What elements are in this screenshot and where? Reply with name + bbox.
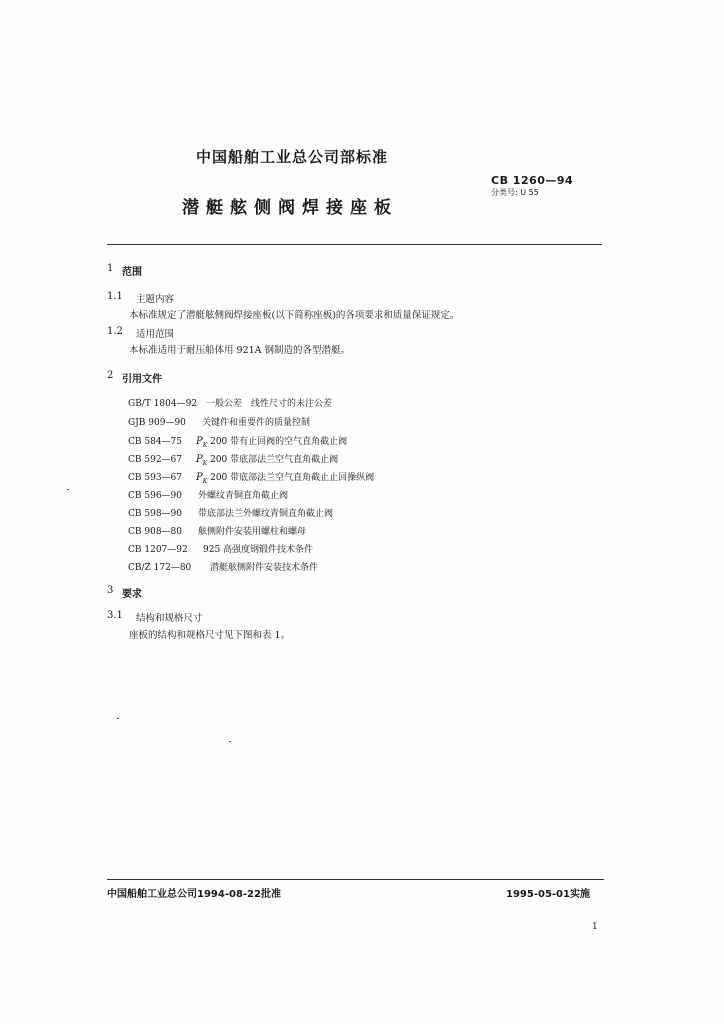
page-number: 1 bbox=[592, 922, 598, 932]
reference-item bbox=[128, 506, 333, 519]
reference-desc: 潜艇舷侧附件安装技术条件 bbox=[210, 563, 319, 573]
scan-speck bbox=[229, 741, 231, 742]
reference-code: CB 584—75 bbox=[128, 437, 182, 447]
reference-desc: 200 带有止回阀的空气直角截止阀 bbox=[210, 437, 348, 447]
effective-date: 1995-05-01实施 bbox=[506, 889, 590, 900]
reference-item bbox=[128, 470, 374, 485]
reference-item bbox=[128, 396, 332, 409]
reference-desc: 外螺纹青铜直角截止阀 bbox=[198, 491, 289, 501]
section-1-2-text: 本标准适用于耐压船体用 921A 钢制造的各型潜艇。 bbox=[129, 345, 351, 356]
reference-desc: 带底部法兰外螺纹青铜直角截止阀 bbox=[198, 509, 334, 519]
reference-item bbox=[128, 560, 318, 573]
reference-code: CB 593—67 bbox=[128, 473, 182, 483]
pressure-symbol: $P_K$ bbox=[196, 454, 208, 467]
section-2-title: 引用文件 bbox=[122, 374, 162, 385]
section-1-1-text: 本标准规定了潜艇舷侧阀焊接座板(以下简称座板)的各项要求和质量保证规定。 bbox=[129, 310, 460, 321]
reference-item bbox=[128, 434, 347, 449]
reference-desc: 200 带底部法兰空气直角截止止回操纵阀 bbox=[210, 473, 375, 483]
reference-item bbox=[128, 415, 310, 428]
reference-desc: 925 高强度钢锻件技术条件 bbox=[203, 545, 314, 555]
pressure-symbol: $P_K$ bbox=[196, 472, 208, 485]
section-3-number: 3 bbox=[107, 585, 114, 596]
reference-item bbox=[128, 524, 306, 537]
document-title: 潜艇舷侧阀焊接座板 bbox=[182, 198, 398, 218]
issuing-organization: 中国船舶工业总公司部标准 bbox=[196, 148, 389, 166]
scan-speck bbox=[67, 489, 69, 490]
section-1-2-number: 1.2 bbox=[107, 326, 123, 337]
reference-code: GB/T 1804—92 bbox=[128, 399, 198, 409]
section-3-1-text: 座板的结构和规格尺寸见下图和表 1。 bbox=[129, 630, 291, 641]
section-1-1-title: 主题内容 bbox=[136, 294, 175, 305]
approval-date: 中国船舶工业总公司1994-08-22批准 bbox=[107, 889, 281, 900]
reference-desc: 200 带底部法兰空气直角截止阀 bbox=[210, 455, 339, 465]
reference-code: CB 1207—92 bbox=[128, 545, 188, 555]
section-1-1-number: 1.1 bbox=[107, 291, 123, 302]
section-3-1-title: 结构和规格尺寸 bbox=[136, 613, 203, 624]
section-2-number: 2 bbox=[107, 370, 114, 381]
header-divider bbox=[107, 244, 602, 245]
reference-desc: 一般公差 线性尺寸的未注公差 bbox=[206, 399, 333, 409]
reference-code: CB 592—67 bbox=[128, 455, 182, 465]
reference-item bbox=[128, 542, 313, 555]
section-1-title: 范围 bbox=[122, 267, 142, 278]
pressure-symbol: $P_K$ bbox=[196, 436, 208, 449]
reference-desc: 舷侧附件安装用螺柱和螺母 bbox=[198, 527, 307, 537]
reference-item bbox=[128, 452, 338, 467]
reference-code: CB/Z 172—80 bbox=[128, 563, 192, 573]
section-1-2-title: 适用范围 bbox=[136, 329, 175, 340]
reference-code: CB 598—90 bbox=[128, 509, 182, 519]
section-3-title: 要求 bbox=[122, 589, 142, 600]
reference-code: CB 596—90 bbox=[128, 491, 182, 501]
section-3-1-number: 3.1 bbox=[107, 610, 123, 621]
reference-code: GJB 909—90 bbox=[128, 418, 186, 428]
standard-code: CB 1260—94 bbox=[491, 174, 574, 187]
reference-code: CB 908—80 bbox=[128, 527, 182, 537]
section-1-number: 1 bbox=[107, 263, 114, 274]
scan-speck bbox=[117, 718, 119, 719]
classification-number: 分类号: U 55 bbox=[491, 188, 539, 197]
footer-divider bbox=[107, 879, 604, 880]
reference-item bbox=[128, 488, 288, 501]
reference-desc: 关键件和重要件的质量控制 bbox=[202, 418, 311, 428]
